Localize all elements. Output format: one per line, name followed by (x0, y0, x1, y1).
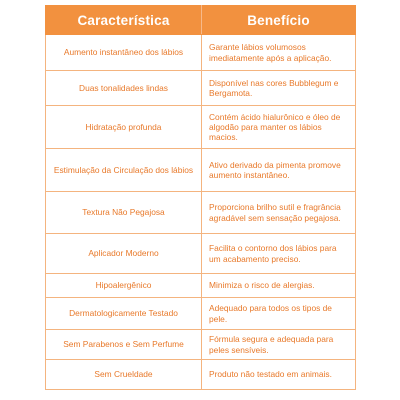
table-row (46, 149, 356, 192)
feature-cell: Dermatologicamente Testado (46, 298, 202, 330)
benefit-cell: Disponível nas cores Bubblegum e Bergamota. (202, 71, 356, 106)
table-row (46, 298, 356, 330)
benefit-cell: Ativo derivado da pimenta promove aumento instantâneo. (202, 149, 356, 192)
feature-cell: Aplicador Moderno (46, 234, 202, 274)
benefit-cell: Proporciona brilho sutil e fragrância agradável sem sensação pegajosa. (202, 192, 356, 234)
table-row (46, 35, 356, 71)
table-row (46, 330, 356, 360)
feature-cell: Hidratação profunda (46, 106, 202, 149)
feature-cell: Estimulação da Circulação dos lábios (46, 149, 202, 192)
benefit-cell: Adequado para todos os tipos de pele. (202, 298, 356, 330)
header-row (46, 6, 356, 35)
benefit-cell: Garante lábios volumosos imediatamente após a aplicação. (202, 35, 356, 71)
feature-cell: Sem Parabenos e Sem Perfume (46, 330, 202, 360)
table-row (46, 71, 356, 106)
table-row (46, 274, 356, 298)
feature-cell: Aumento instantâneo dos lábios (46, 35, 202, 71)
feature-cell: Hipoalergênico (46, 274, 202, 298)
table-row (46, 360, 356, 390)
table-row (46, 106, 356, 149)
benefit-cell: Contém ácido hialurônico e óleo de algodão para manter os lábios macios. (202, 106, 356, 149)
benefit-cell: Fórmula segura e adequada para peles sensíveis. (202, 330, 356, 360)
feature-cell: Sem Crueldade (46, 360, 202, 390)
benefit-cell: Produto não testado em animais. (202, 360, 356, 390)
header-feature: Característica (46, 6, 202, 35)
table-header (46, 6, 356, 35)
header-benefit: Benefício (202, 6, 356, 35)
feature-cell: Textura Não Pegajosa (46, 192, 202, 234)
table-row (46, 192, 356, 234)
table-row (46, 234, 356, 274)
features-table-container (45, 5, 355, 390)
benefit-cell: Facilita o contorno dos lábios para um acabamento preciso. (202, 234, 356, 274)
benefit-cell: Minimiza o risco de alergias. (202, 274, 356, 298)
feature-cell: Duas tonalidades lindas (46, 71, 202, 106)
table-body (46, 35, 356, 390)
features-table (45, 5, 356, 390)
